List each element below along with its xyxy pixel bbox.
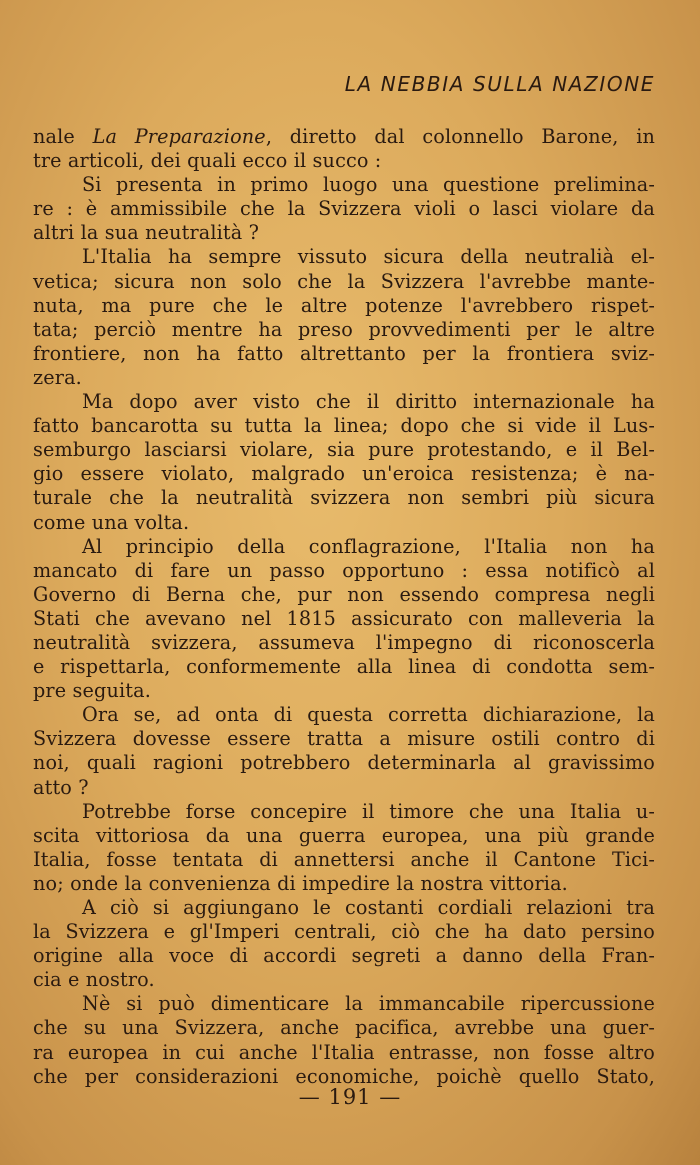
text-line: Svizzera dovesse essere tratta a misure ostili contro di: [33, 727, 655, 751]
text-line: scita vittoriosa da una guerra europea, una più grande: [33, 823, 655, 847]
text-line: Italia, fosse tentata di annettersi anche il Cantone Tici-: [33, 847, 655, 871]
text-line: la Svizzera e gl'Imperi centrali, ciò che ha dato persino: [33, 920, 655, 944]
text-line: Nè si può dimenticare la immancabile ripercussione: [82, 992, 655, 1016]
text-line: Potrebbe forse concepire il timore che una Italia u-: [82, 799, 655, 823]
text-line: fatto bancarotta su tutta la linea; dopo che si vide il Lus-: [33, 414, 655, 438]
text-line: come una volta.: [33, 510, 190, 534]
text-line: che su una Svizzera, anche pacifica, avrebbe una guer-: [33, 1016, 655, 1040]
journal-title: La Preparazione: [92, 125, 266, 148]
text-line: A ciò si aggiungano le costanti cordiali relazioni tra: [82, 896, 655, 919]
page-number: — 191 —: [298, 1085, 402, 1109]
text-line: Ma dopo aver visto che il diritto internazionale ha: [82, 390, 655, 414]
text-line: altri la sua neutralità ?: [33, 221, 260, 245]
text-line: tata; perciò mentre ha preso provvedimenti per le altre: [33, 317, 655, 341]
text-line: pre seguita.: [33, 679, 151, 703]
text-line: ra europea in cui anche l'Italia entrasse, non fosse altro: [33, 1040, 655, 1064]
text-line: re : è ammissibile che la Svizzera violi o lasci violare da: [33, 197, 655, 221]
text-line: frontiere, non ha fatto altrettanto per la frontiera sviz-: [33, 341, 655, 365]
text-line: atto ?: [33, 775, 89, 799]
text-line: semburgo lasciarsi violare, sia pure protestando, e il Bel-: [33, 438, 655, 462]
running-head: LA NEBBIA SULLA NAZIONE: [344, 72, 655, 96]
body-text: [33, 125, 655, 1089]
text-line: origine alla voce di accordi segreti a danno della Fran-: [33, 944, 655, 968]
text-line: mancato di fare un passo opportuno : essa notificò al: [33, 558, 655, 582]
text-line: Ora se, ad onta di questa corretta dichiarazione, la: [82, 703, 655, 727]
text-line: tre articoli, dei quali ecco il succo :: [33, 149, 382, 173]
text-line: Al principio della conflagrazione, l'Italia non ha: [82, 534, 655, 558]
text-line: Stati che avevano nel 1815 assicurato con malleveria la: [33, 606, 655, 630]
text-line: che per considerazioni economiche, poichè quello Stato,: [33, 1064, 655, 1088]
text-line: e rispettarla, conformemente alla linea di condotta sem-: [33, 655, 655, 679]
text-line: noi, quali ragioni potrebbero determinarla al gravissimo: [33, 751, 655, 775]
text-line: vetica; sicura non solo che la Svizzera l'avrebbe mante-: [33, 269, 655, 293]
text-line: neutralità svizzera, assumeva l'impegno di riconoscerla: [33, 630, 655, 654]
text-line: gio essere violato, malgrado un'eroica resistenza; è na-: [33, 462, 655, 486]
text-line: turale che la neutralità svizzera non sembri più sicura: [33, 486, 655, 510]
text-line: Governo di Berna che, pur non essendo compresa negli: [33, 582, 655, 606]
text-line: cia e nostro.: [33, 968, 155, 992]
text-line: no; onde la convenienza di impedire la nostra vittoria.: [33, 871, 568, 895]
text-line: zera.: [33, 365, 82, 389]
text-line: nale La Preparazione, diretto dal colonnello Barone, in: [33, 125, 656, 148]
text-line: Si presenta in primo luogo una questione prelimina-: [82, 173, 655, 197]
text-line: nuta, ma pure che le altre potenze l'avrebbero rispet-: [33, 293, 655, 317]
text-line: L'Italia ha sempre vissuto sicura della neutralià el-: [82, 245, 655, 269]
